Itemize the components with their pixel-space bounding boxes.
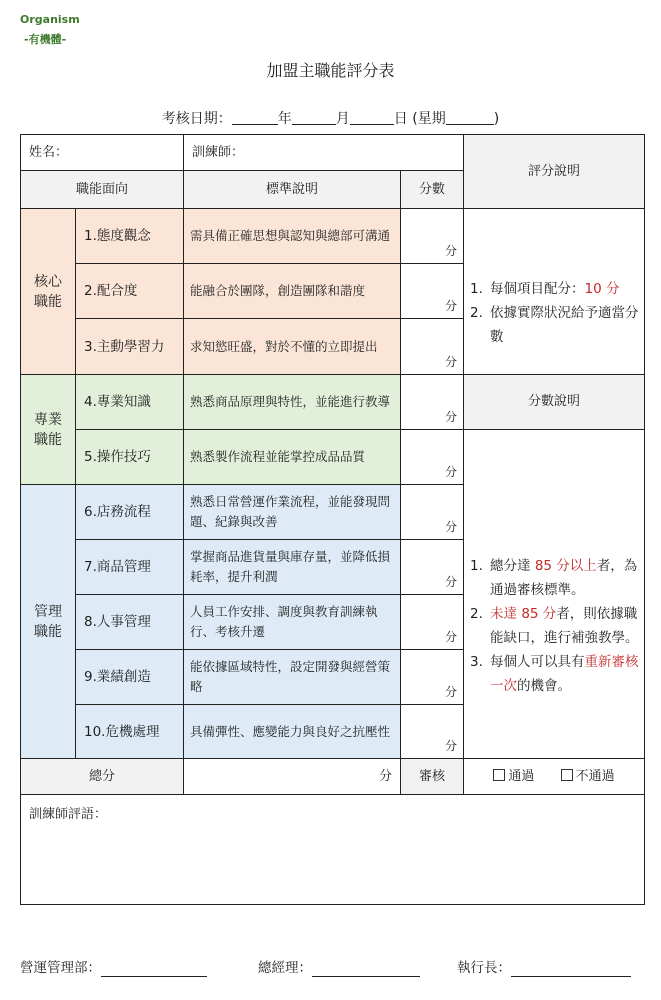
date-label: 考核日期： [161, 111, 232, 127]
total-label: 總分 [21, 759, 184, 795]
month-blank[interactable] [292, 110, 336, 125]
score-input[interactable]: 分 [401, 375, 464, 430]
weekday-close: ) [493, 111, 500, 127]
signature-ceo: 執行長： [457, 958, 631, 978]
category-core: 核心 職能 [21, 209, 76, 375]
item-standard: 熟悉商品原理與特性，並能進行教導 [184, 375, 401, 430]
category-management: 管理 職能 [21, 485, 76, 759]
item-standard: 能依據區域特性，設定開發與經營策略 [184, 650, 401, 705]
score-input[interactable]: 分 [401, 540, 464, 595]
review-label: 審核 [401, 759, 464, 795]
score-note-2: 2. 未達 85 分者，則依據職能缺口，進行補強教學。 [470, 606, 639, 646]
score-notes [464, 430, 645, 759]
col-function-header: 職能面向 [21, 171, 184, 209]
year-blank[interactable] [232, 110, 278, 125]
day-blank[interactable] [350, 110, 394, 125]
page-title: 加盟主職能評分表 [266, 61, 395, 80]
weekday-blank[interactable] [446, 110, 494, 125]
eval-note-header [464, 135, 645, 209]
item-name: 10.危機處理 [76, 705, 184, 759]
item-standard: 具備彈性、應變能力與良好之抗壓性 [184, 705, 401, 759]
trainer-field[interactable] [184, 135, 464, 171]
brand-subtitle: -有機體- [24, 33, 67, 46]
category-professional: 專業 職能 [21, 375, 76, 485]
total-score-input[interactable]: 分 [184, 759, 401, 795]
item-standard: 掌握商品進貨量與庫存量，並降低損耗率，提升利潤 [184, 540, 401, 595]
item-standard: 人員工作安排、調度與教育訓練執行、考核升遷 [184, 595, 401, 650]
month-label: 月 [335, 111, 350, 127]
col-score-header: 分數 [401, 171, 464, 209]
weekday-label: (星期 [412, 111, 446, 127]
score-input[interactable]: 分 [401, 430, 464, 485]
score-input[interactable]: 分 [401, 705, 464, 759]
name-field[interactable] [21, 135, 184, 171]
name-label: 姓名： [29, 144, 69, 160]
score-input[interactable]: 分 [401, 319, 464, 375]
item-standard: 需具備正確思想與認知與總部可溝通 [184, 209, 401, 264]
eval-note-1: 1. 每個項目配分：10 分 [470, 280, 620, 297]
checkbox-icon [561, 769, 573, 781]
score-input[interactable]: 分 [401, 485, 464, 540]
eval-notes [464, 209, 645, 375]
score-input[interactable]: 分 [401, 209, 464, 264]
item-name: 7.商品管理 [76, 540, 184, 595]
score-note-header: 分數說明 [464, 375, 645, 430]
item-standard: 熟悉日常營運作業流程，並能發現問題、紀錄與改善 [184, 485, 401, 540]
item-name: 2.配合度 [76, 264, 184, 319]
item-name: 4.專業知識 [76, 375, 184, 430]
item-name: 9.業績創造 [76, 650, 184, 705]
brand-logo [20, 10, 80, 50]
eval-note-2: 2. 依據實際狀況給予適當分數 [470, 304, 639, 345]
gm-signature-line[interactable] [312, 960, 420, 977]
item-name: 1.態度觀念 [76, 209, 184, 264]
ops-signature-line[interactable] [101, 960, 207, 977]
year-label: 年 [277, 111, 292, 127]
item-name: 3.主動學習力 [76, 319, 184, 375]
brand-name: Organism [20, 13, 80, 26]
signature-ops: 營運管理部： [20, 958, 207, 978]
item-name: 6.店務流程 [76, 485, 184, 540]
exam-date-line [0, 108, 661, 128]
fail-checkbox[interactable]: 不通過 [561, 769, 615, 784]
score-note-3: 3. 每個人可以具有重新審核一次的機會。 [470, 654, 639, 694]
ceo-signature-line[interactable] [511, 960, 631, 977]
item-name: 5.操作技巧 [76, 430, 184, 485]
trainer-label: 訓練師： [192, 144, 245, 160]
checkbox-icon [493, 769, 505, 781]
trainer-comment-field[interactable] [21, 795, 645, 905]
score-note-1: 1. 總分達 85 分以上者，為通過審核標準。 [470, 558, 638, 598]
item-standard: 求知慾旺盛，對於不懂的立即提出 [184, 319, 401, 375]
score-input[interactable]: 分 [401, 650, 464, 705]
eval-note-title: 評分說明 [528, 163, 581, 179]
trainer-comment-label: 訓練師評語： [29, 807, 108, 822]
evaluation-table [20, 134, 645, 905]
day-label: 日 [393, 111, 408, 127]
score-input[interactable]: 分 [401, 264, 464, 319]
review-options [464, 759, 645, 795]
item-standard: 熟悉製作流程並能掌控成品品質 [184, 430, 401, 485]
pass-checkbox[interactable]: 通過 [493, 769, 534, 784]
score-input[interactable]: 分 [401, 595, 464, 650]
signature-gm: 總經理： [258, 958, 420, 978]
item-name: 8.人事管理 [76, 595, 184, 650]
item-standard: 能融合於團隊，創造團隊和諧度 [184, 264, 401, 319]
col-standard-header: 標準說明 [184, 171, 401, 209]
